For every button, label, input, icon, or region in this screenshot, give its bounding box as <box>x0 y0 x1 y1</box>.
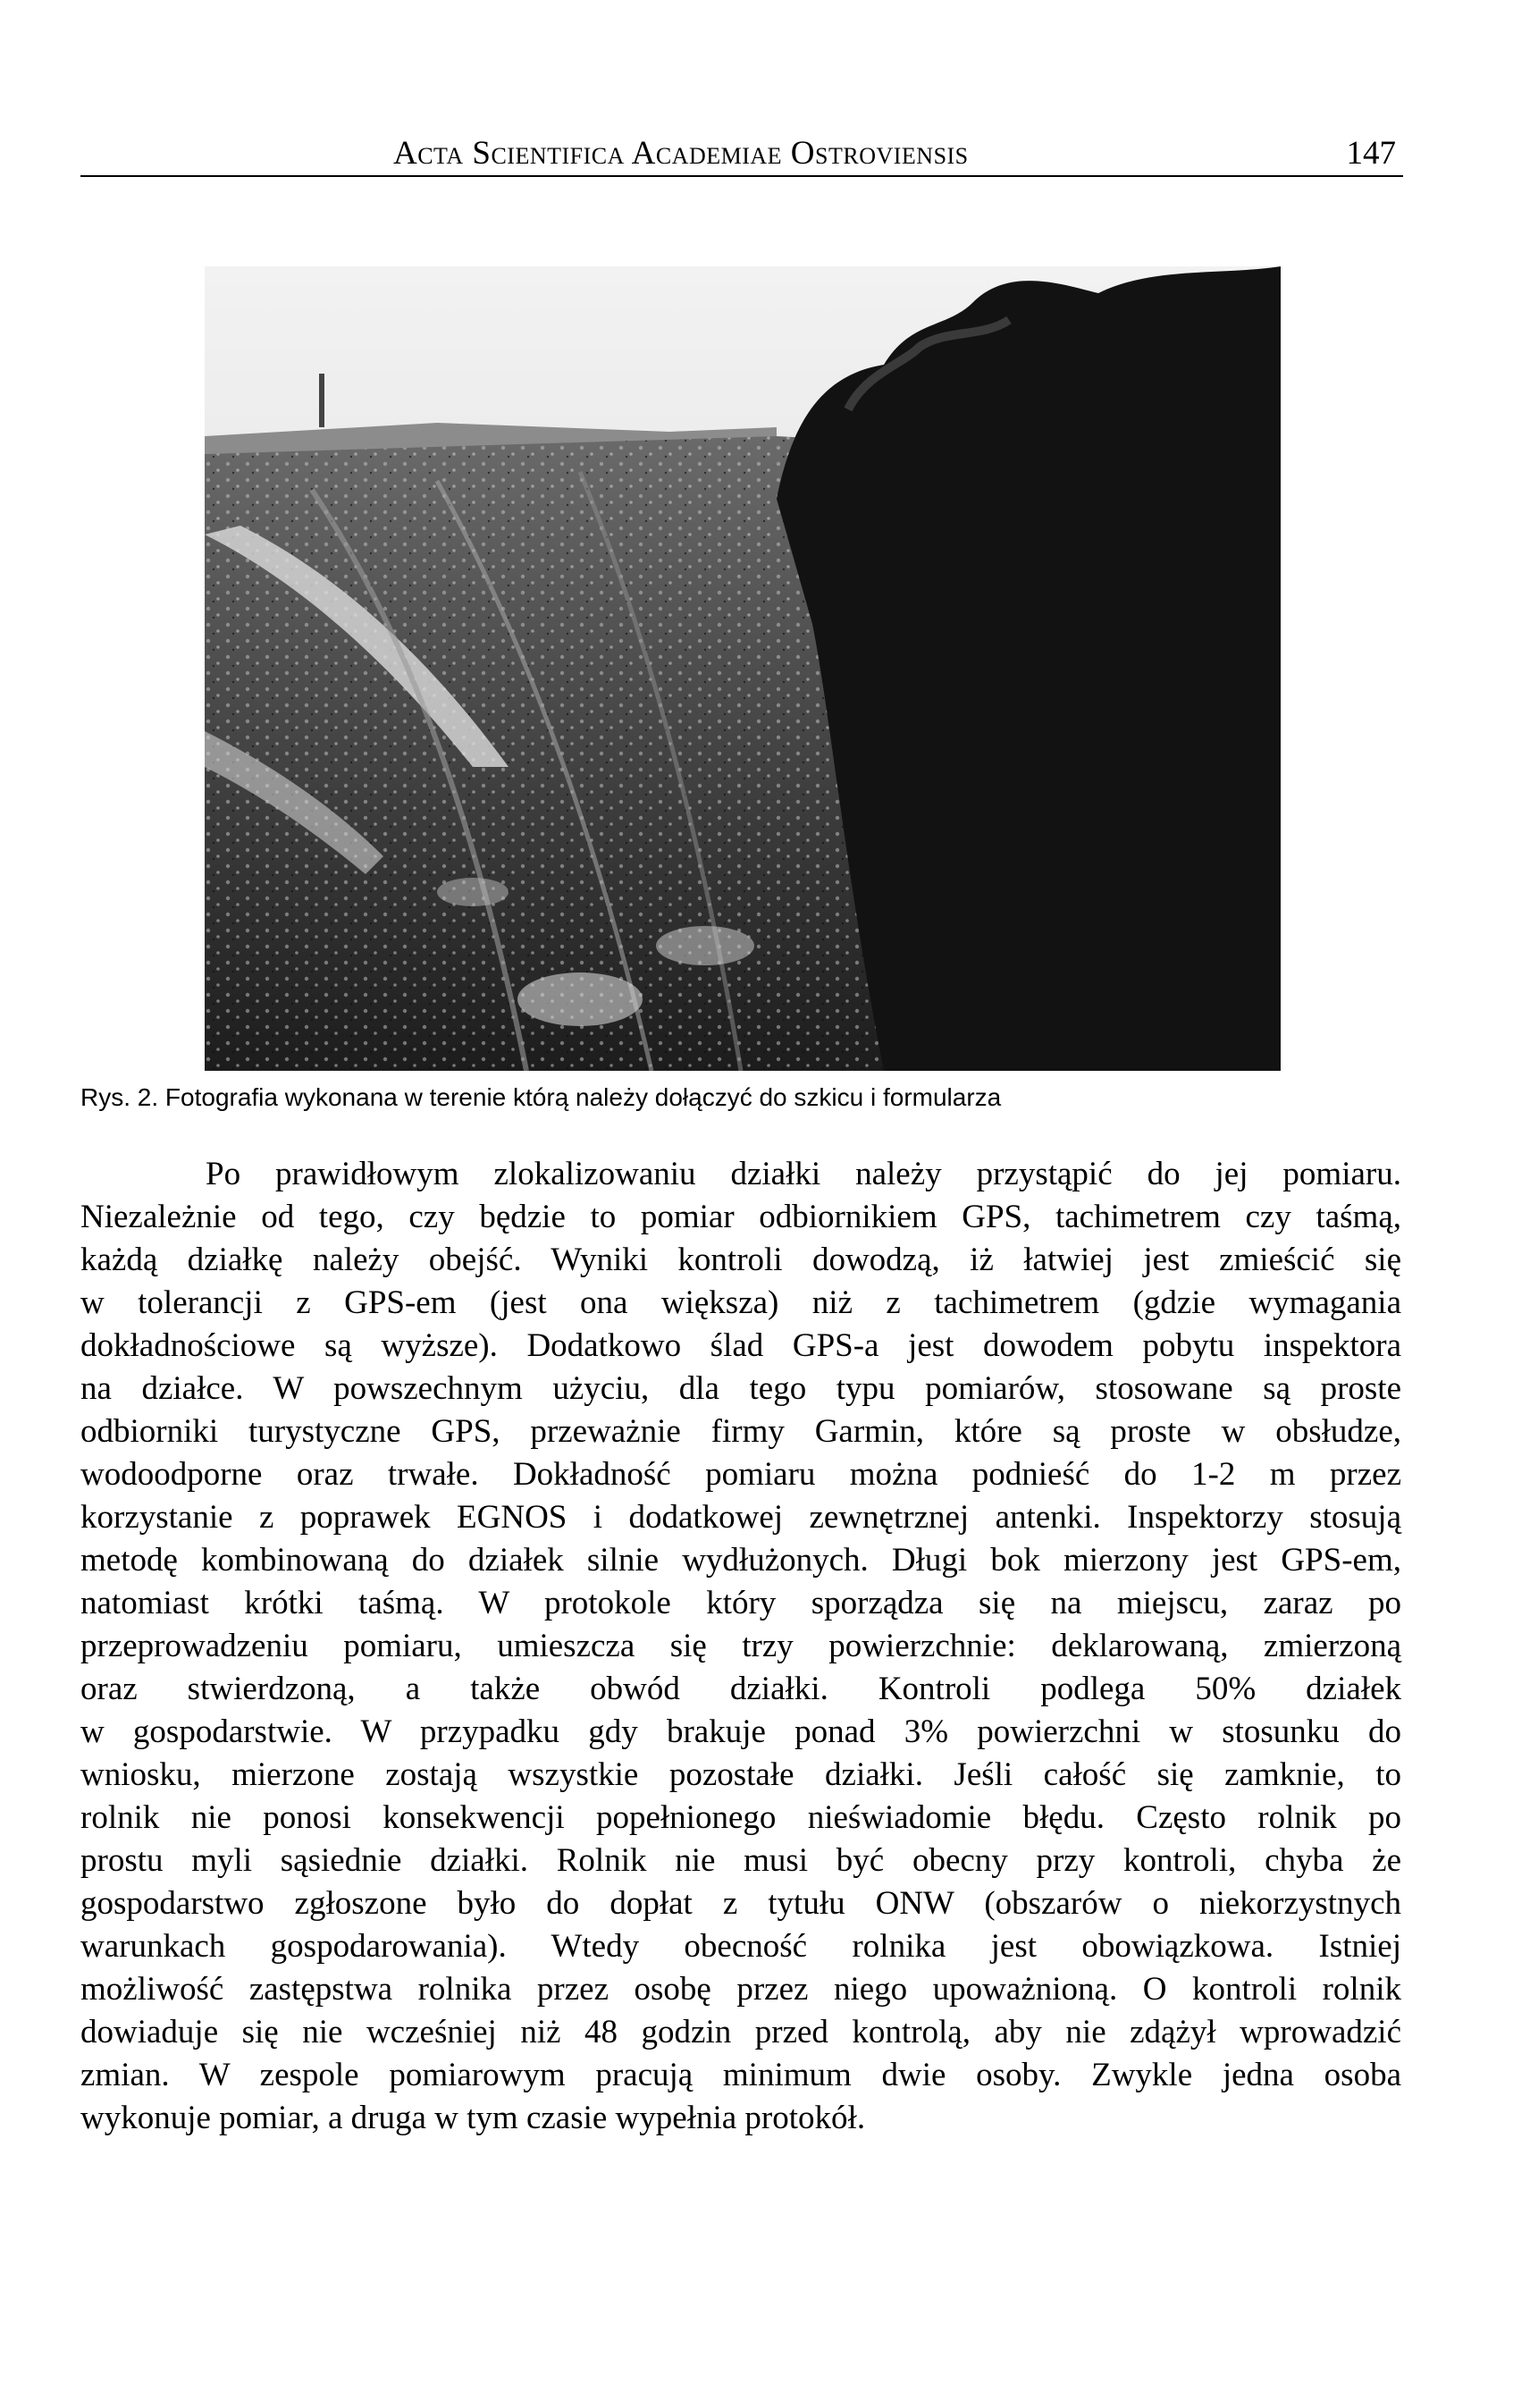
body-paragraph <box>80 1153 1401 2140</box>
running-header <box>80 134 1403 177</box>
text-line: metodę kombinowaną do działek silnie wydłużonych. Długi bok mierzony jest GPS-em, <box>80 1542 1401 1579</box>
text-line: gospodarstwo zgłoszone było do dopłat z tytułu ONW (obszarów o niekorzystnych <box>80 1885 1401 1922</box>
text-line: warunkach gospodarowania). Wtedy obecność rolnika jest obowiązkowa. Istniej <box>80 1928 1401 1965</box>
text-line: oraz stwierdzoną, a także obwód działki. Kontroli podlega 50% działek <box>80 1671 1401 1707</box>
text-line: Po prawidłowym zlokalizowaniu działki należy przystąpić do jej pomiaru. <box>206 1156 1401 1192</box>
page-number: 147 <box>1346 135 1396 172</box>
text-line: zmian. W zespole pomiarowym pracują minimum dwie osoby. Zwykle jedna osoba <box>80 2057 1401 2093</box>
figure-caption: Rys. 2. Fotografia wykonana w terenie którą należy dołączyć do szkicu i formularza <box>80 1083 1002 1111</box>
text-line: natomiast krótki taśmą. W protokole który sporządza się na miejscu, zaraz po <box>80 1585 1401 1621</box>
text-line: w tolerancji z GPS-em (jest ona większa) niż z tachimetrem (gdzie wymagania <box>80 1284 1401 1321</box>
text-line: przeprowadzeniu pomiaru, umieszcza się trzy powierzchnie: deklarowaną, zmierzoną <box>80 1628 1401 1664</box>
text-line: możliwość zastępstwa rolnika przez osobę przez niego upoważnioną. O kontroli rolnik <box>80 1971 1401 2008</box>
text-line: odbiorniki turystyczne GPS, przeważnie firmy Garmin, które są proste w obsłudze, <box>80 1413 1401 1450</box>
text-line: każdą działkę należy obejść. Wyniki kontroli dowodzą, iż łatwiej jest zmieścić się <box>80 1242 1401 1278</box>
text-line: wodoodporne oraz trwałe. Dokładność pomiaru można podnieść do 1-2 m przez <box>80 1456 1401 1493</box>
field-photograph <box>205 266 1281 1071</box>
text-line: wykonuje pomiar, a druga w tym czasie wypełnia protokół. <box>80 2100 866 2136</box>
text-line: Niezależnie od tego, czy będzie to pomiar odbiornikiem GPS, tachimetrem czy taśmą, <box>80 1199 1401 1235</box>
text-line: korzystanie z poprawek EGNOS i dodatkowej zewnętrznej antenki. Inspektorzy stosują <box>80 1499 1401 1536</box>
text-line: dokładnościowe są wyższe). Dodatkowo ślad GPS-a jest dowodem pobytu inspektora <box>80 1327 1401 1364</box>
journal-title: Acta Scientifica Academiae Ostroviensis <box>393 135 969 172</box>
text-line: prostu myli sąsiednie działki. Rolnik nie musi być obecny przy kontroli, chyba że <box>80 1842 1401 1879</box>
text-line: w gospodarstwie. W przypadku gdy brakuje ponad 3% powierzchni w stosunku do <box>80 1713 1401 1750</box>
text-line: dowiaduje się nie wcześniej niż 48 godzin przed kontrolą, aby nie zdążył wprowadzić <box>80 2014 1401 2050</box>
text-line: rolnik nie ponosi konsekwencji popełnionego nieświadomie błędu. Często rolnik po <box>80 1799 1401 1836</box>
text-line: na działce. W powszechnym użyciu, dla tego typu pomiarów, stosowane są proste <box>80 1370 1401 1407</box>
text-line: wniosku, mierzone zostają wszystkie pozostałe działki. Jeśli całość się zamknie, to <box>80 1756 1401 1793</box>
